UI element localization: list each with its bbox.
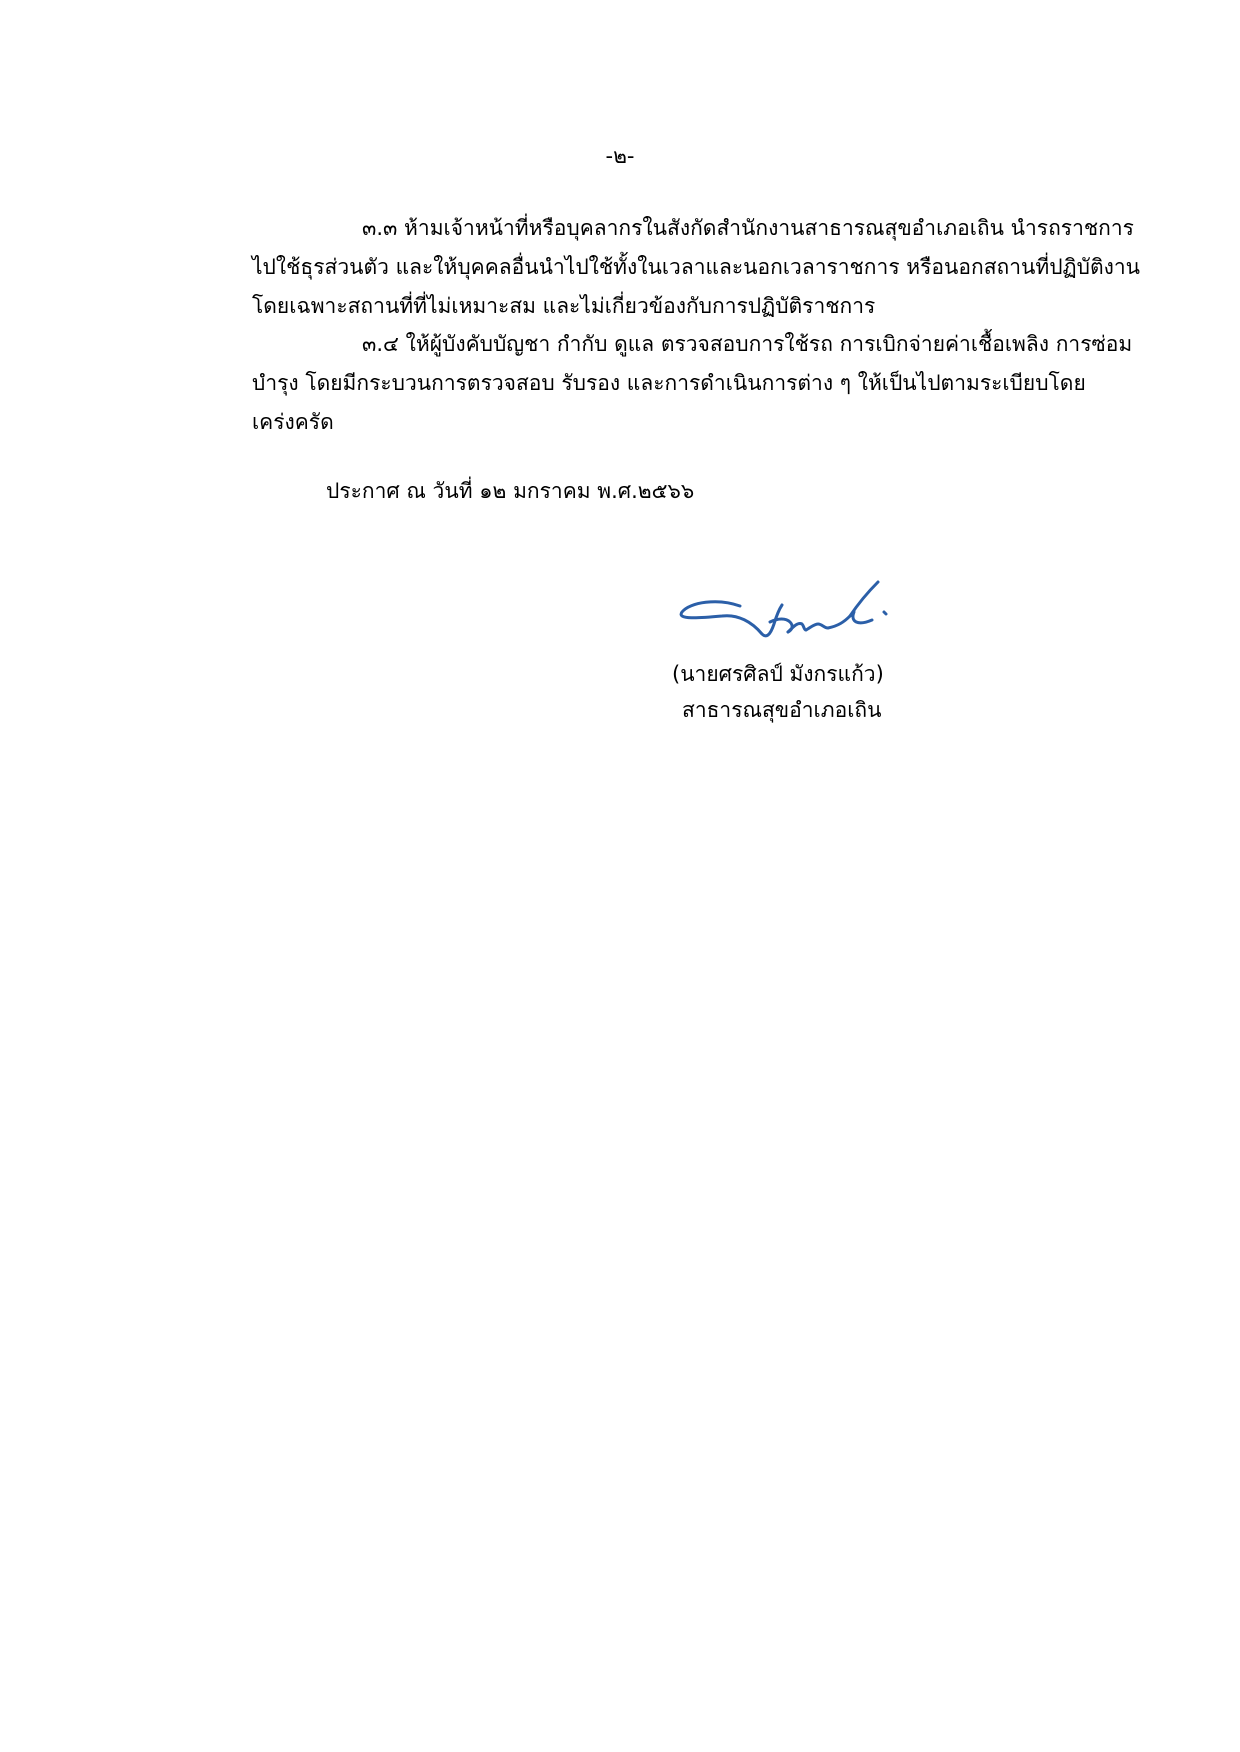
announcement-date: ประกาศ ณ วันที่ ๑๒ มกราคม พ.ศ.๒๕๖๖ [326, 479, 695, 503]
item-3-4-line-1: ๓.๔ ให้ผู้บังคับบัญชา กำกับ ดูแล ตรวจสอบการใช้รถ การเบิกจ่ายค่าเชื้อเพลิง การซ่อม [362, 332, 1133, 356]
signature-image [678, 578, 908, 654]
page-number: -๒- [605, 144, 635, 168]
item-3-4-line-3: เคร่งครัด [252, 410, 334, 434]
item-3-3-line-3: โดยเฉพาะสถานที่ที่ไม่เหมาะสม และไม่เกี่ยวข้องกับการปฏิบัติราชการ [252, 294, 876, 318]
item-3-3-line-1: ๓.๓ ห้ามเจ้าหน้าที่หรือบุคลากรในสังกัดสำนักงานสาธารณสุขอำเภอเถิน นำรถราชการ [362, 216, 1134, 240]
signatory-name: (นายศรศิลป์ มังกรแก้ว) [672, 662, 884, 686]
signatory-position: สาธารณสุขอำเภอเถิน [682, 698, 882, 722]
item-3-3-line-2: ไปใช้ธุรส่วนตัว และให้บุคคลอื่นนำไปใช้ทั้งในเวลาและนอกเวลาราชการ หรือนอกสถานที่ปฏิบัติงาน [252, 255, 1141, 279]
item-3-4-line-2: บำรุง โดยมีกระบวนการตรวจสอบ รับรอง และการดำเนินการต่าง ๆ ให้เป็นไปตามระเบียบโดย [252, 371, 1086, 395]
